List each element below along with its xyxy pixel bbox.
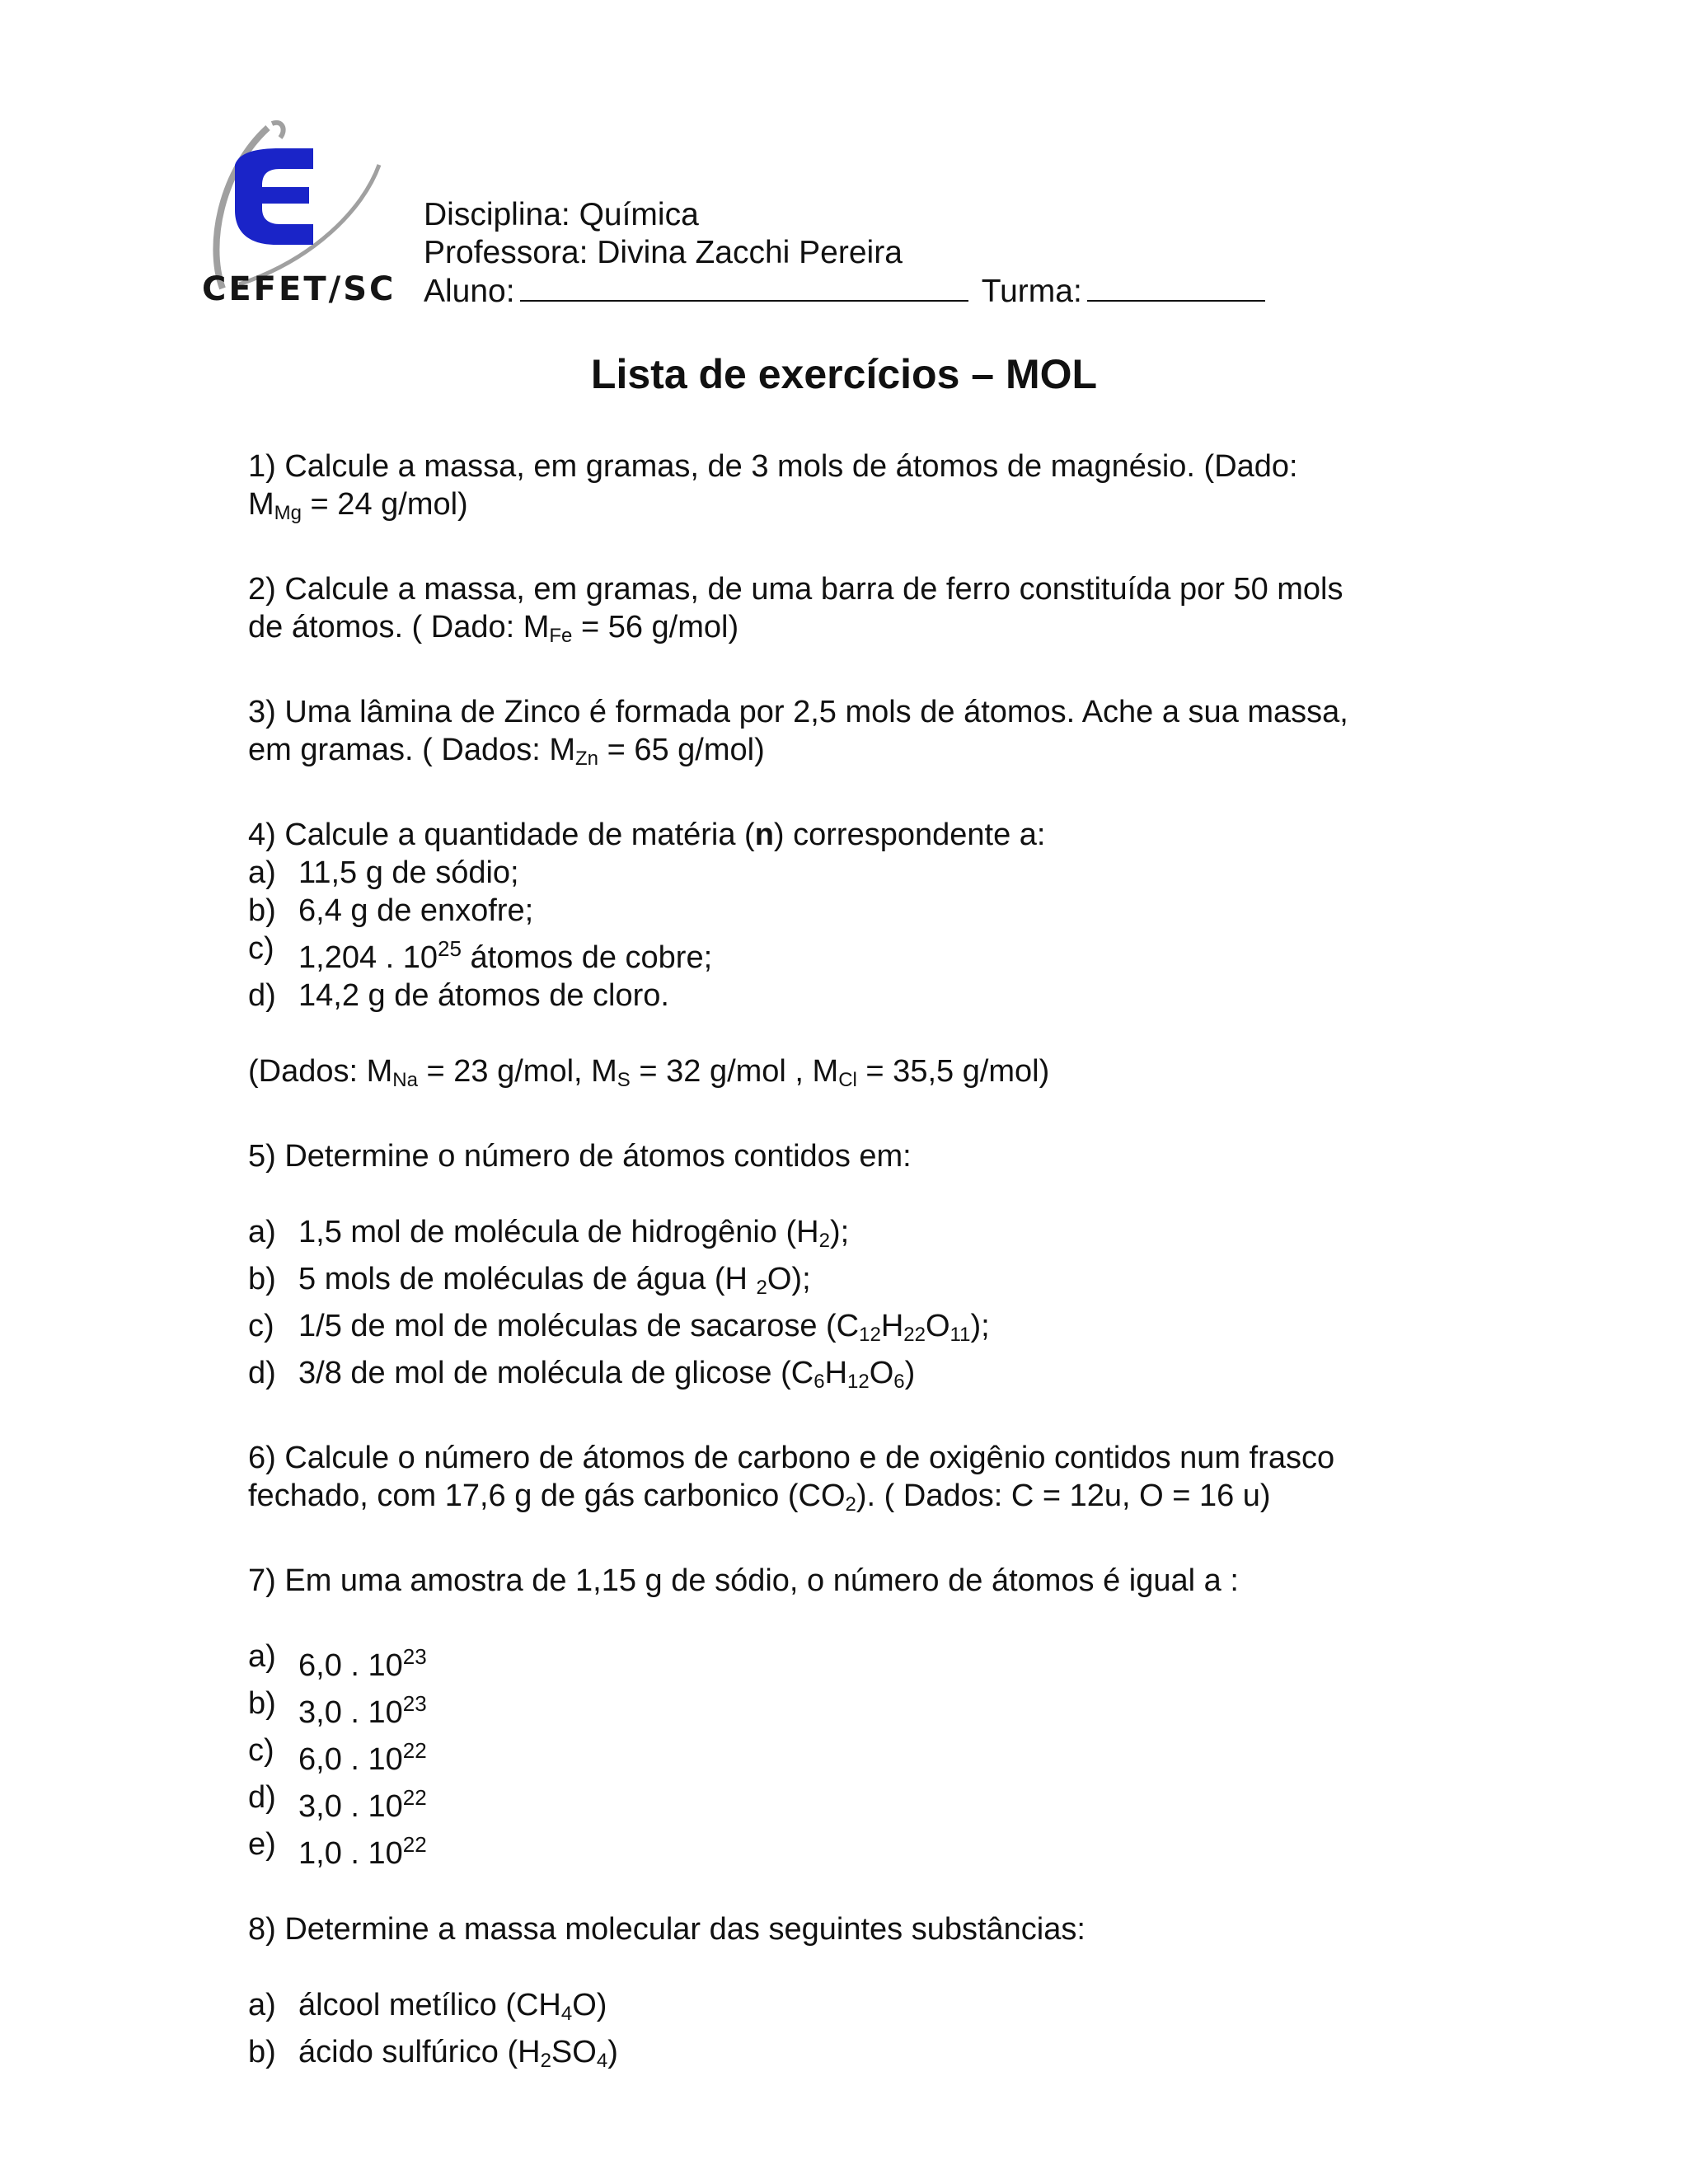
q8-option-a — [248, 1986, 1435, 2033]
q5c-pre: 1/5 de mol de moléculas de sacarose (C — [298, 1309, 860, 1343]
option-text — [298, 1307, 990, 1354]
q5-option-a — [248, 1213, 1435, 1260]
q6-pre: fechado, com 17,6 g de gás carbonico (CO — [248, 1479, 846, 1513]
q5a-post: ); — [829, 1215, 850, 1249]
q5a-pre: 1,5 mol de molécula de hidrogênio (H — [298, 1215, 819, 1249]
q8b-s2: 4 — [596, 2050, 608, 2072]
q1-rest: = 24 g/mol) — [302, 487, 468, 522]
class-label: Turma: — [981, 274, 1082, 309]
option-letter: c) — [248, 1733, 274, 1768]
exercise-list — [248, 448, 1435, 2080]
student-name-blank[interactable] — [520, 272, 968, 302]
q5-option-c — [248, 1307, 1435, 1354]
q5-option-b — [248, 1260, 1435, 1307]
q3-line2 — [248, 731, 1435, 778]
q4-option-b — [248, 892, 1435, 930]
option-text — [298, 1213, 849, 1260]
q5c-s3: 11 — [950, 1324, 971, 1346]
question-4 — [248, 816, 1435, 1015]
q4c-post: átomos de cobre; — [461, 940, 713, 975]
q3-rest: = 65 g/mol) — [598, 733, 765, 767]
q5c-post: ); — [970, 1309, 990, 1343]
teacher-label: Professora: Divina Zacchi Pereira — [424, 235, 903, 270]
q2-line2 — [248, 608, 1435, 655]
q5d-pre: 3/8 de mol de molécula de glicose (C — [298, 1356, 814, 1390]
option-text — [298, 1732, 427, 1779]
q7b-base: 3,0 . 10 — [298, 1695, 403, 1730]
student-class-line — [424, 272, 1270, 311]
q8a-pre: álcool metílico (CH — [298, 1988, 561, 2022]
q4-option-c — [248, 930, 1435, 977]
q7b-exp: 23 — [402, 1691, 427, 1716]
option-letter: c) — [248, 931, 274, 966]
question-5 — [248, 1137, 1435, 1401]
q8b-post: ) — [607, 2035, 618, 2069]
q5d-s1: 6 — [814, 1371, 825, 1393]
q6-line2 — [248, 1477, 1435, 1524]
q5b-post: O); — [767, 1262, 811, 1296]
question-2 — [248, 570, 1435, 655]
q1-sub: Mg — [274, 502, 302, 524]
q1-line2 — [248, 485, 1435, 532]
q4c-pre: 1,204 . 10 — [298, 940, 438, 975]
q5d-m2: O — [869, 1356, 894, 1390]
option-letter: d) — [248, 1356, 276, 1390]
q6-line1: 6) Calcule o número de átomos de carbono e de oxigênio contidos num frasco — [248, 1441, 1335, 1475]
q4-data-s3: Cl — [838, 1069, 857, 1091]
q7a-exp: 23 — [402, 1644, 427, 1669]
header-info — [424, 196, 1270, 311]
q3-sub: Zn — [575, 748, 599, 770]
q8a-s1: 4 — [560, 2003, 573, 2025]
q4-data-p3: = 32 g/mol , M — [630, 1054, 839, 1089]
discipline-label: Disciplina: Química — [424, 197, 699, 232]
option-letter: b) — [248, 1262, 276, 1296]
option-letter: c) — [248, 1309, 274, 1343]
q7-option-e — [248, 1825, 1435, 1872]
option-letter: d) — [248, 1780, 276, 1815]
q8a-post: O) — [572, 1988, 607, 2022]
q6-sub: 2 — [845, 1493, 856, 1516]
q7d-exp: 22 — [402, 1785, 427, 1810]
option-letter: a) — [248, 1639, 276, 1674]
q2-pre: de átomos. ( Dado: M — [248, 610, 550, 644]
class-blank[interactable] — [1087, 272, 1265, 302]
q4-option-d — [248, 977, 1435, 1015]
q5d-s2: 12 — [847, 1371, 870, 1393]
q5c-m1: H — [880, 1309, 904, 1343]
q4-post: ) correspondente a: — [773, 818, 1046, 852]
q4-data-p2: = 23 g/mol, M — [417, 1054, 617, 1089]
option-letter: b) — [248, 1686, 276, 1721]
q4-pre: 4) Calcule a quantidade de matéria ( — [248, 818, 755, 852]
q7a-base: 6,0 . 10 — [298, 1648, 403, 1683]
q7-option-a — [248, 1638, 1435, 1685]
option-text: 14,2 g de átomos de cloro. — [298, 978, 669, 1013]
q4-data-s1: Na — [392, 1069, 418, 1091]
q5c-m2: O — [925, 1309, 950, 1343]
q8b-pre: ácido sulfúrico (H — [298, 2035, 541, 2069]
option-text — [298, 1779, 427, 1825]
question-7 — [248, 1562, 1435, 1872]
logo-wordmark: CEFET/SC — [202, 270, 396, 308]
q5c-s2: 22 — [903, 1324, 926, 1346]
q5b-s1: 2 — [756, 1277, 767, 1299]
question-6 — [248, 1439, 1435, 1524]
q5c-s1: 12 — [859, 1324, 881, 1346]
option-text — [298, 930, 712, 977]
option-text: 6,4 g de enxofre; — [298, 893, 534, 928]
question-3 — [248, 693, 1435, 778]
q5b-pre: 5 mols de moléculas de água (H — [298, 1262, 757, 1296]
option-text — [298, 1986, 607, 2033]
q8-option-b — [248, 2033, 1435, 2080]
option-letter: e) — [248, 1827, 276, 1862]
q4-data-s2: S — [617, 1069, 631, 1091]
q4c-sup: 25 — [438, 936, 462, 961]
q3-pre: em gramas. ( Dados: M — [248, 733, 575, 767]
q3-line1: 3) Uma lâmina de Zinco é formada por 2,5 mols de átomos. Ache a sua massa, — [248, 695, 1348, 729]
option-text — [298, 1260, 811, 1307]
option-text: 11,5 g de sódio; — [298, 855, 519, 890]
q5-prompt: 5) Determine o número de átomos contidos em: — [248, 1139, 912, 1174]
option-letter: a) — [248, 1215, 276, 1249]
q5a-s1: 2 — [818, 1230, 830, 1252]
q7-option-b — [248, 1685, 1435, 1732]
q5d-s3: 6 — [893, 1371, 905, 1393]
q6-rest: ). ( Dados: C = 12u, O = 16 u) — [856, 1479, 1271, 1513]
q7d-base: 3,0 . 10 — [298, 1789, 403, 1824]
q1-m: M — [248, 487, 274, 522]
q7-prompt: 7) Em uma amostra de 1,15 g de sódio, o número de átomos é igual a : — [248, 1563, 1239, 1598]
q7c-base: 6,0 . 10 — [298, 1742, 403, 1777]
option-letter: b) — [248, 2035, 276, 2069]
q2-line1: 2) Calcule a massa, em gramas, de uma barra de ferro constituída por 50 mols — [248, 572, 1343, 607]
q2-rest: = 56 g/mol) — [572, 610, 739, 644]
q8b-s1: 2 — [540, 2050, 551, 2072]
option-letter: a) — [248, 855, 276, 890]
q5d-post: ) — [904, 1356, 916, 1390]
option-letter: d) — [248, 978, 276, 1013]
q4-data-p4: = 35,5 g/mol) — [856, 1054, 1050, 1089]
q5-option-d — [248, 1354, 1435, 1401]
q4-bold: n — [754, 818, 774, 852]
option-letter: a) — [248, 1988, 276, 2022]
option-letter: b) — [248, 893, 276, 928]
q7c-exp: 22 — [402, 1738, 427, 1763]
q7e-exp: 22 — [402, 1832, 427, 1857]
q8b-m1: SO — [551, 2035, 597, 2069]
q4-data — [248, 1052, 1435, 1099]
option-text — [298, 1354, 915, 1401]
option-text — [298, 1638, 427, 1685]
q7-option-d — [248, 1779, 1435, 1825]
q7e-base: 1,0 . 10 — [298, 1836, 403, 1871]
q4-option-a — [248, 854, 1435, 892]
option-text — [298, 1825, 427, 1872]
q5d-m1: H — [824, 1356, 848, 1390]
option-text — [298, 2033, 618, 2080]
student-label: Aluno: — [424, 274, 515, 309]
q7-option-c — [248, 1732, 1435, 1779]
q8-prompt: 8) Determine a massa molecular das seguintes substâncias: — [248, 1912, 1085, 1947]
q2-sub: Fe — [549, 625, 573, 647]
page-title: Lista de exercícios – MOL — [590, 351, 1098, 397]
question-1 — [248, 448, 1435, 532]
q4-prompt — [248, 816, 1435, 854]
q1-line1: 1) Calcule a massa, em gramas, de 3 mols de átomos de magnésio. (Dado: — [248, 449, 1298, 484]
option-text — [298, 1685, 427, 1732]
question-8 — [248, 1910, 1435, 2080]
q4-data-p1: (Dados: M — [248, 1054, 393, 1089]
